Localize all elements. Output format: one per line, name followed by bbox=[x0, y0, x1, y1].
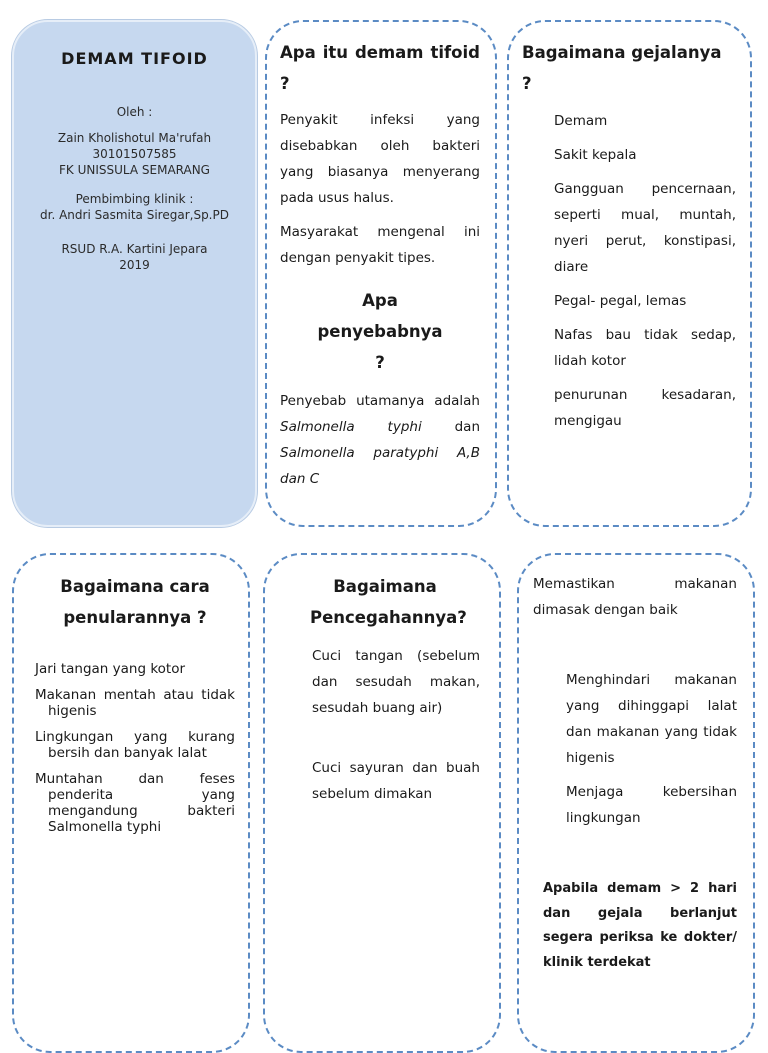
prevention-heading: Bagaimana Pencegahannya? bbox=[310, 577, 467, 627]
list-item: Cuci tangan (sebelum dan sesudah makan, sesudah buang air) bbox=[312, 648, 480, 716]
what-content bbox=[280, 37, 480, 492]
list-item: Lingkungan yang kurang bersih dan banyak lalat bbox=[35, 729, 235, 761]
cause-paragraph: Penyebab utamanya adalah Salmonella typhi dan Salmonella paratyphi A,B dan C bbox=[280, 393, 480, 487]
warning-note: Apabila demam > 2 hari dan gejala berlanjut segera periksa ke dokter/ klinik terdekat bbox=[543, 881, 737, 970]
author-name: Zain Kholishotul Ma'rufah bbox=[57, 131, 212, 145]
symptoms-list bbox=[522, 108, 736, 434]
cover-credits bbox=[14, 104, 255, 273]
cover-year: 2019 bbox=[119, 258, 150, 272]
cover-panel bbox=[12, 20, 257, 527]
supervisor-label: Pembimbing klinik : bbox=[75, 192, 194, 206]
what-heading: Apa itu demam tifoid ? bbox=[280, 43, 480, 93]
transmission-list bbox=[35, 661, 235, 835]
prevention-list bbox=[290, 643, 480, 807]
list-item: Cuci sayuran dan buah sebelum dimakan bbox=[312, 760, 480, 802]
advice-content bbox=[533, 571, 737, 975]
cover-title: DEMAM TIFOID bbox=[61, 49, 208, 68]
author-faculty: FK UNISSULA SEMARANG bbox=[59, 163, 210, 177]
transmission-content bbox=[35, 571, 235, 835]
what-paragraph-1: Penyakit infeksi yang disebabkan oleh bakteri yang biasanya menyerang pada usus halus. bbox=[280, 112, 480, 206]
author-label: Oleh : bbox=[116, 105, 153, 119]
list-item: Menjaga kebersihan lingkungan bbox=[566, 784, 737, 826]
what-paragraph-2: Masyarakat mengenal ini dengan penyakit tipes. bbox=[280, 224, 480, 266]
list-item: Sakit kepala bbox=[554, 147, 637, 163]
prevention-content bbox=[290, 571, 480, 807]
symptoms-content bbox=[522, 37, 736, 434]
list-item: Menghindari makanan yang dihinggapi lalat dan makanan yang tidak higenis bbox=[566, 672, 737, 766]
advice-list bbox=[533, 667, 737, 831]
list-item: Gangguan pencernaan, seperti mual, muntah, nyeri perut, konstipasi, diare bbox=[554, 181, 736, 275]
list-item: penurunan kesadaran, mengigau bbox=[554, 387, 736, 429]
list-item: Jari tangan yang kotor bbox=[35, 661, 186, 677]
transmission-heading: Bagaimana cara penularannya ? bbox=[60, 577, 210, 627]
list-item: Muntahan dan feses penderita yang mengandung bakteri Salmonella typhi bbox=[35, 771, 235, 835]
cause-heading: Apa penyebabnya ? bbox=[317, 291, 443, 372]
supervisor-name: dr. Andri Sasmita Siregar,Sp.PD bbox=[40, 208, 229, 222]
author-nim: 30101507585 bbox=[92, 147, 177, 161]
list-item: Nafas bau tidak sedap, lidah kotor bbox=[554, 327, 736, 369]
hospital-name: RSUD R.A. Kartini Jepara bbox=[61, 242, 208, 256]
list-item: Makanan mentah atau tidak higenis bbox=[35, 687, 235, 719]
advice-item-cook: Memastikan makanan dimasak dengan baik bbox=[533, 576, 737, 618]
symptoms-heading: Bagaimana gejalanya ? bbox=[522, 43, 722, 93]
list-item: Pegal- pegal, lemas bbox=[554, 293, 687, 309]
list-item: Demam bbox=[554, 113, 608, 129]
